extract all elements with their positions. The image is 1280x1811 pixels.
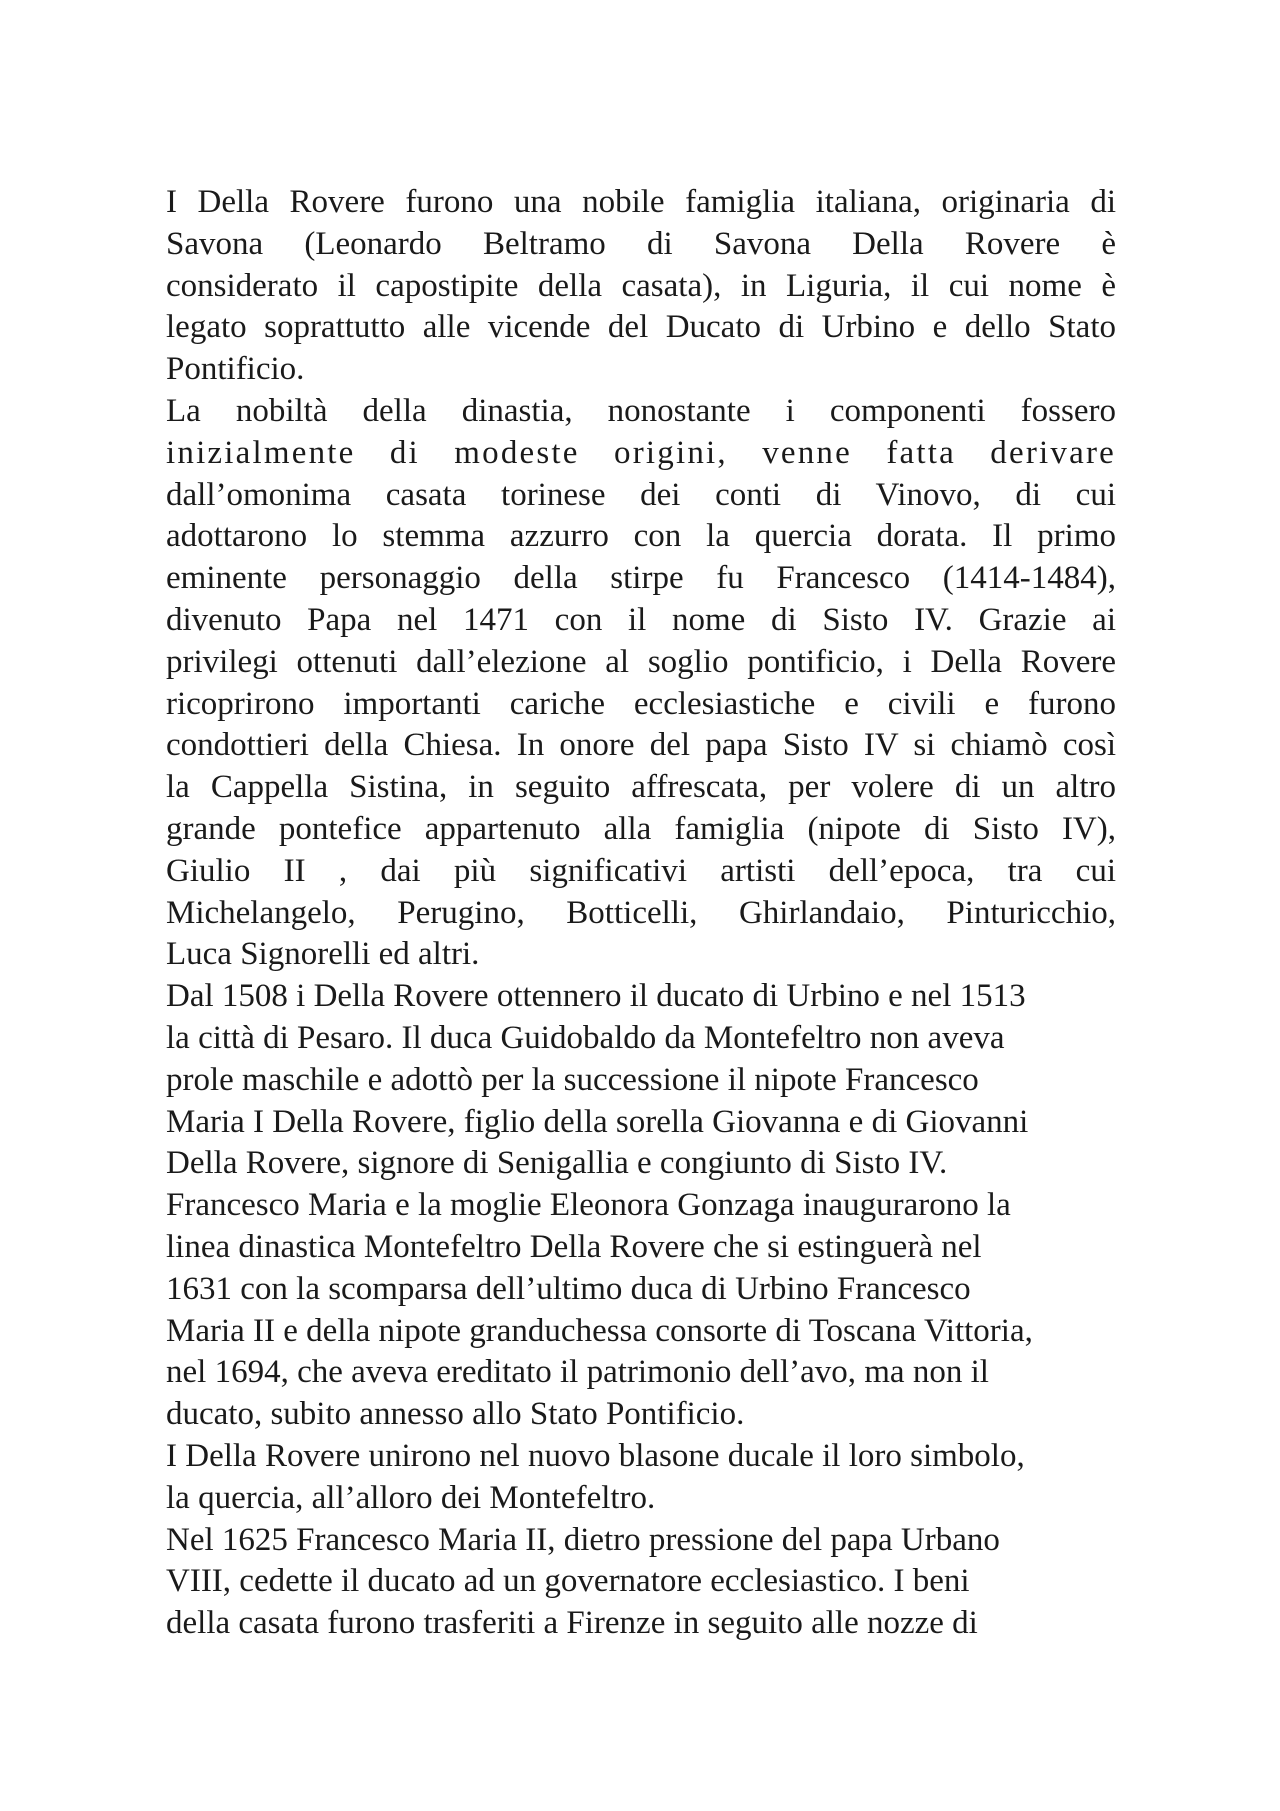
text-line: condottieri della Chiesa. In onore del papa Sisto IV si chiamò così [166,727,1116,764]
text-line: prole maschile e adottò per la successione il nipote Francesco [166,1061,979,1098]
text-line: divenuto Papa nel 1471 con il nome di Sisto IV. Grazie ai [166,601,1116,638]
text-line: Dal 1508 i Della Rovere ottennero il ducato di Urbino e nel 1513 [166,978,1026,1015]
text-line: linea dinastica Montefeltro Della Rovere che si estinguerà nel [166,1228,982,1265]
text-line: la quercia, all’alloro dei Montefeltro. [166,1479,656,1516]
text-line: I Della Rovere unirono nel nuovo blasone ducale il loro simbolo, [166,1437,1025,1474]
text-line: ricoprirono importanti cariche ecclesiastiche e civili e furono [166,685,1116,722]
text-line: Maria I Della Rovere, figlio della sorella Giovanna e di Giovanni [166,1103,1029,1140]
text-line: La nobiltà della dinastia, nonostante i componenti fossero [166,392,1116,429]
text-line: Pontificio. [166,351,305,388]
text-line: dall’omonima casata torinese dei conti di Vinovo, di cui [166,476,1116,513]
text-line: della casata furono trasferiti a Firenze in seguito alle nozze di [166,1605,978,1642]
text-line: la Cappella Sistina, in seguito affrescata, per volere di un altro [166,769,1116,806]
text-line: Michelangelo, Perugino, Botticelli, Ghirlandaio, Pinturicchio, [166,894,1116,931]
text-line: eminente personaggio della stirpe fu Francesco (1414-1484), [166,560,1116,597]
text-line: VIII, cedette il ducato ad un governatore ecclesiastico. I beni [166,1563,970,1600]
text-line: ducato, subito annesso allo Stato Pontificio. [166,1396,745,1433]
paragraph-nobility [166,391,1116,976]
text-line: Francesco Maria e la moglie Eleonora Gonzaga inaugurarono la [166,1187,1011,1224]
text-line: 1631 con la scomparsa dell’ultimo duca di Urbino Francesco [166,1270,971,1307]
text-line: privilegi ottenuti dall’elezione al soglio pontificio, i Della Rovere [166,643,1116,680]
text-line: Della Rovere, signore di Senigallia e congiunto di Sisto IV. [166,1145,948,1182]
paragraph-blazon [166,1436,1116,1520]
text-line: adottarono lo stemma azzurro con la quercia dorata. Il primo [166,518,1116,555]
text-line: Giulio II , dai più significativi artisti dell’epoca, tra cui [166,852,1116,889]
paragraph-urbino [166,976,1116,1436]
text-line: considerato il capostipite della casata), in Liguria, il cui nome è [166,267,1116,304]
paragraph-1625 [166,1520,1116,1645]
paragraph-origins [166,182,1116,391]
text-line: I Della Rovere furono una nobile famiglia italiana, originaria di [166,184,1116,220]
text-line: Luca Signorelli ed altri. [166,936,480,973]
text-line: Maria II e della nipote granduchessa consorte di Toscana Vittoria, [166,1312,1033,1349]
text-line: Nel 1625 Francesco Maria II, dietro pressione del papa Urbano [166,1521,1000,1558]
text-line: grande pontefice appartenuto alla famiglia (nipote di Sisto IV), [166,810,1116,847]
text-line: nel 1694, che aveva ereditato il patrimonio dell’avo, ma non il [166,1354,989,1391]
text-line: legato soprattutto alle vicende del Ducato di Urbino e dello Stato [166,309,1116,346]
text-line: la città di Pesaro. Il duca Guidobaldo da Montefeltro non aveva [166,1019,1005,1056]
document-page [166,182,1116,1645]
text-line: inizialmente di modeste origini, venne fatta derivare [166,434,1116,471]
text-line: Savona (Leonardo Beltramo di Savona Della Rovere è [166,225,1116,262]
